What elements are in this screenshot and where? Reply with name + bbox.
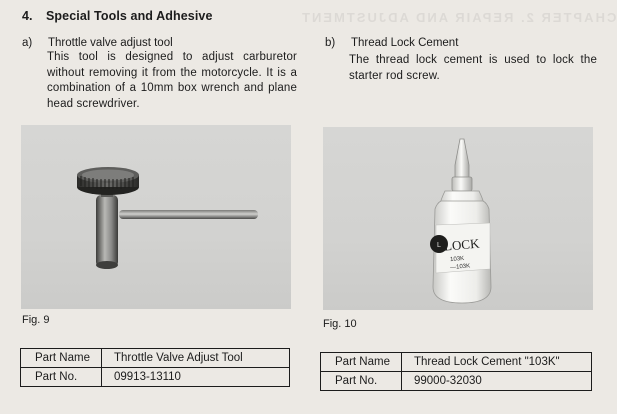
- part-number-key: Part No.: [21, 368, 102, 387]
- bottle-brand-text: LOCK: [443, 235, 480, 254]
- part-name-key: Part Name: [321, 353, 402, 372]
- bleed-through-text: CHAPTER 2. REPAIR AND ADJUSTMENT: [300, 10, 617, 25]
- part-number-key: Part No.: [321, 372, 402, 391]
- part-number-value: 99000-32030: [402, 372, 592, 391]
- bottle-label-line-2: —103K: [449, 263, 471, 272]
- item-a-title: Throttle valve adjust tool: [48, 37, 173, 49]
- part-name-key: Part Name: [21, 349, 102, 368]
- figure-10-label: Fig. 10: [323, 318, 357, 330]
- throttle-valve-adjust-tool-image: [21, 125, 291, 309]
- section-number: 4.: [22, 9, 33, 23]
- part-number-value: 09913-13110: [102, 368, 290, 387]
- figure-10-photo: [323, 127, 593, 310]
- item-b-title: Thread Lock Cement: [351, 37, 459, 49]
- item-b-parts-table: [320, 352, 592, 391]
- section-title: Special Tools and Adhesive: [46, 9, 213, 23]
- item-b-description: The thread lock cement is used to lock the starter rod screw.: [349, 54, 597, 82]
- section-heading: [22, 9, 213, 23]
- item-a-parts-table: [20, 348, 290, 387]
- table-row: [21, 349, 290, 368]
- item-b-heading: [325, 36, 458, 51]
- thread-lock-cement-bottle-image: [323, 127, 593, 310]
- bottle-label-line-1: 103K: [449, 255, 465, 264]
- item-a-heading: [22, 36, 173, 51]
- item-a-letter: a): [22, 37, 33, 49]
- part-name-value: Thread Lock Cement "103K": [402, 353, 592, 372]
- table-row: [321, 372, 592, 391]
- table-row: [21, 368, 290, 387]
- item-b-letter: b): [325, 37, 336, 49]
- svg-text:L: L: [437, 242, 441, 249]
- table-row: [321, 353, 592, 372]
- item-a-description: This tool is designed to adjust carburetor without removing it from the motorcycle. It is a combination of a 10mm box wrench and plane head screwdriver.: [47, 51, 297, 110]
- figure-9-label: Fig. 9: [22, 314, 50, 326]
- figure-9-photo: [21, 125, 291, 309]
- part-name-value: Throttle Valve Adjust Tool: [102, 349, 290, 368]
